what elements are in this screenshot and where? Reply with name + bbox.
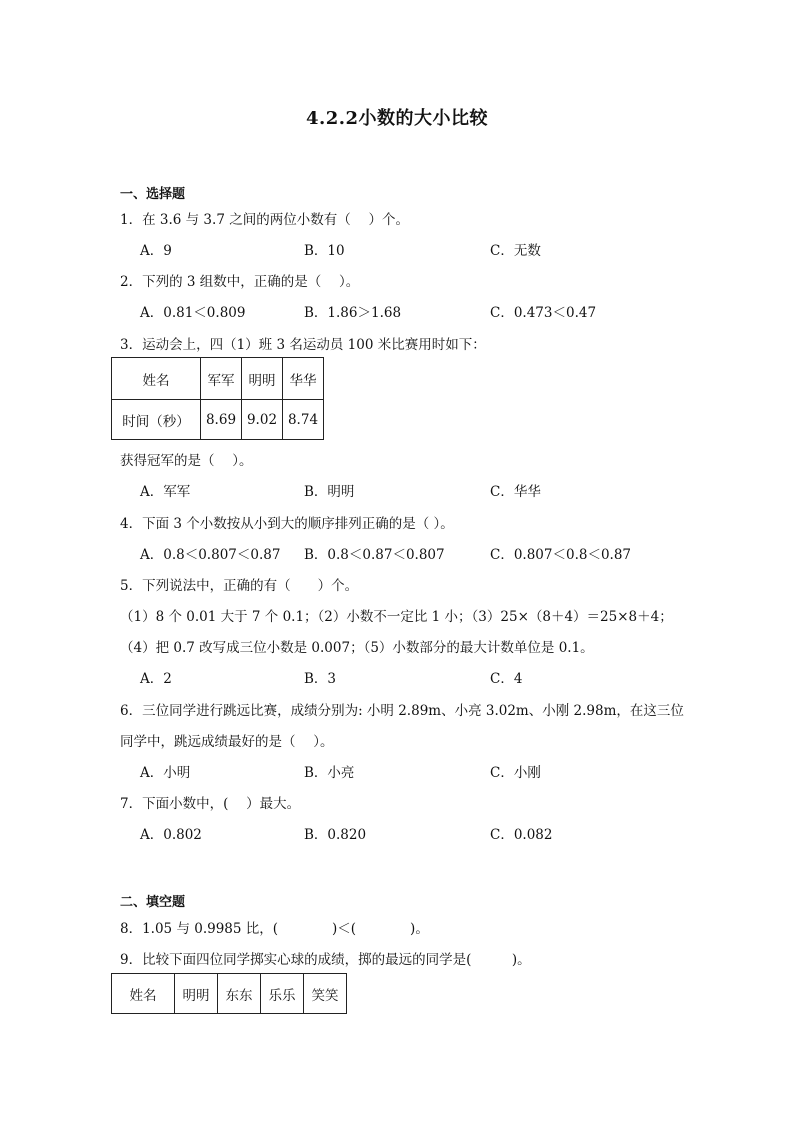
question-6-option-a: A．小明 <box>140 765 191 781</box>
question-7-option-a: A．0.802 <box>140 827 202 843</box>
question-4-option-c: C．0.807＜0.8＜0.87 <box>490 547 632 563</box>
question-3-option-a: A．军军 <box>140 484 191 500</box>
question-1-option-b: B．10 <box>304 243 345 259</box>
question-5-option-c: C．4 <box>490 671 523 687</box>
question-6-option-b: B．小亮 <box>304 765 355 781</box>
table-cell: 东东 <box>218 974 261 1014</box>
question-3-option-c: C．华华 <box>490 484 541 500</box>
table-cell: 姓名 <box>112 974 175 1014</box>
question-4-option-b: B．0.8＜0.87＜0.807 <box>304 547 445 563</box>
page-title: 4.2.2小数的大小比较 <box>305 108 489 129</box>
table-cell: 8.69 <box>201 400 242 440</box>
question-1-option-a: A．9 <box>140 243 172 259</box>
table-cell: 明明 <box>175 974 218 1014</box>
table-cell: 笑笑 <box>304 974 347 1014</box>
table-cell: 姓名 <box>112 358 201 400</box>
table-cell: 乐乐 <box>261 974 304 1014</box>
question-9-stem: 9．比较下面四位同学掷实心球的成绩，掷的最远的同学是( )。 <box>120 952 531 968</box>
question-5-stem: 5．下列说法中，正确的有（ ）个。 <box>120 578 359 594</box>
question-1-option-c: C．无数 <box>490 243 541 259</box>
question-5-option-b: B．3 <box>304 671 337 687</box>
question-3-follow-up: 获得冠军的是（ ）。 <box>120 453 253 469</box>
table-cell: 明明 <box>242 358 283 400</box>
question-6-option-c: C．小刚 <box>490 765 541 781</box>
question-5-option-a: A．2 <box>140 671 172 687</box>
question-3-stem: 3．运动会上，四（1）班 3 名运动员 100 米比赛用时如下： <box>120 337 486 353</box>
question-5-statements-1: （1）8 个 0.01 大于 7 个 0.1；（2）小数不一定比 1 小；（3）25×（8＋4）＝25×8＋4； <box>120 609 673 625</box>
table-header-row <box>112 358 324 400</box>
question-6-stem-line-2: 同学中，跳远成绩最好的是（ ）。 <box>120 734 334 750</box>
question-6-stem-line-1: 6．三位同学进行跳远比赛，成绩分别为: 小明 2.89m、小亮 3.02m、小刚 2.98m，在这三位 <box>120 703 684 719</box>
question-4-option-a: A．0.8＜0.807＜0.87 <box>140 547 281 563</box>
section-heading-choice: 一、选择题 <box>120 187 186 202</box>
question-8-stem: 8．1.05 与 0.9985 比，( )＜( )。 <box>120 921 429 937</box>
table-row <box>112 400 324 440</box>
question-2-option-b: B．1.86＞1.68 <box>304 305 402 321</box>
table-cell: 8.74 <box>283 400 324 440</box>
table-header-row <box>112 974 347 1014</box>
question-4-stem: 4．下面 3 个小数按从小到大的顺序排列正确的是（ ）。 <box>120 516 454 532</box>
table-cell: 9.02 <box>242 400 283 440</box>
question-5-statements-2: （4）把 0.7 改写成三位小数是 0.007；（5）小数部分的最大计数单位是 0.1。 <box>120 640 594 656</box>
question-1-stem: 1．在 3.6 与 3.7 之间的两位小数有（ ）个。 <box>120 212 409 228</box>
question-3-option-b: B．明明 <box>304 484 355 500</box>
table-cell: 军军 <box>201 358 242 400</box>
question-2-option-a: A．0.81＜0.809 <box>140 305 246 321</box>
question-2-stem: 2．下列的 3 组数中，正确的是（ ）。 <box>120 274 360 290</box>
question-2-option-c: C．0.473＜0.47 <box>490 305 597 321</box>
question-7-option-b: B．0.820 <box>304 827 367 843</box>
section-heading-fill-in: 二、填空题 <box>120 895 186 910</box>
shot-put-table <box>111 973 347 1014</box>
race-time-table <box>111 357 324 440</box>
table-cell: 华华 <box>283 358 324 400</box>
question-7-stem: 7．下面小数中，( ）最大。 <box>120 796 301 812</box>
question-7-option-c: C．0.082 <box>490 827 553 843</box>
table-cell: 时间（秒） <box>112 400 201 440</box>
